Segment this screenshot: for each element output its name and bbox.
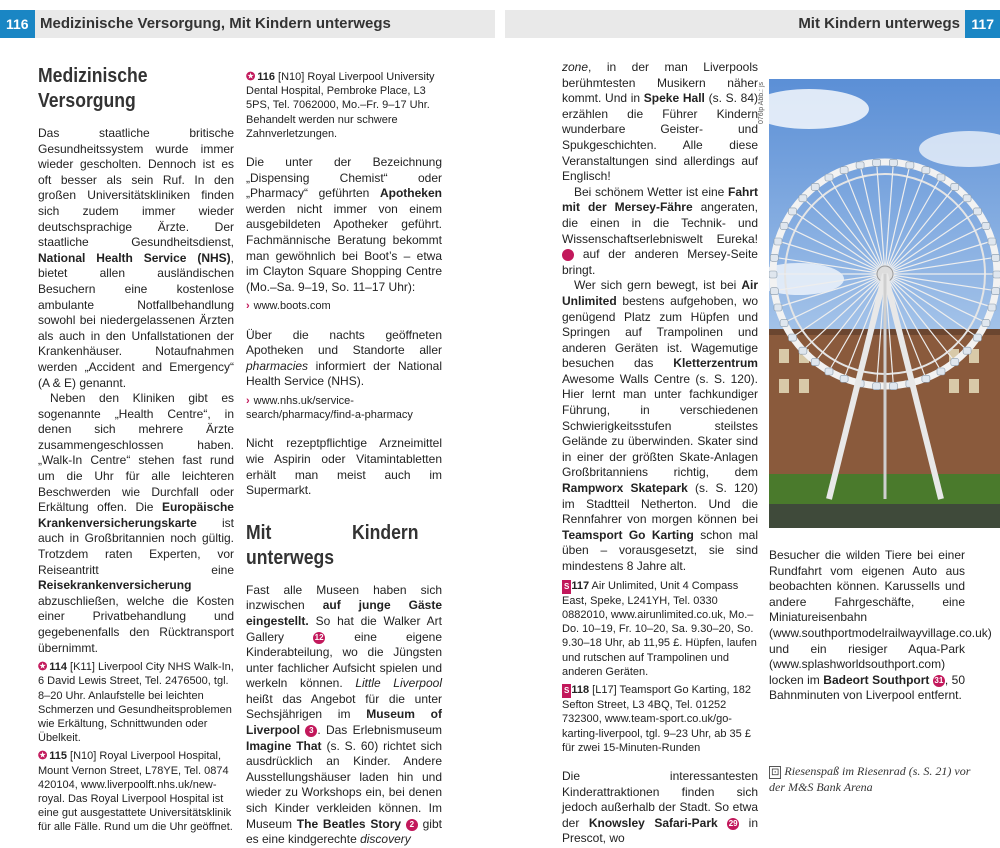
wheel-pod [922,375,930,382]
wheel-pod [951,359,959,366]
right-page-number: 117 [965,10,1000,38]
paragraph: Die interessantesten Kinderattraktionen finden sich jedoch außerhalb der Stadt. So etwa der Knowsley Safari-Park 29 in Prescot, wo [562,769,758,846]
photo-credit: 076lp Abb.: js [758,82,765,125]
wheel-pod [780,222,788,229]
left-header-title: Medizinische Versorgung, Mit Kindern unterwegs [40,15,391,32]
paragraph: Das staatliche britische Gesundheitssystem wurde immer wieder gescholten. Dennoch ist es oft besser als sein Ruf. In den großen Universitätskliniken finden sich zudem immer wieder deutschsprachige Ärzte. Der staatliche Gesundheitsdienst, National Health Service (NHS), bietet allen ausländischen Besuchern eine kostenlose ambulante Notfallbehandlung sowohl bei niedergelassenen Ärzten als auch in den Unfallstationen der Krankenhäuser. Notaufnahmen werden „Accident and Emergency“ (A & E) genannt. [38,126,234,390]
paragraph: Nicht rezeptpflichtige Arzneimittel wie Aspirin oder Vitamintabletten erhält man meist auch im Supermarkt. [246,436,442,498]
wheel-pod [789,208,797,215]
ferris-wheel-photo [769,79,1000,528]
wheel-pod [982,222,990,229]
paragraph: Wer sich gern bewegt, ist bei Air Unlimited bestens aufgehoben, wo genügend Platz zum Hüpfen und Springen auf Trampolinen und anderen Geräten ist. Wagemutige besuchen das Kletterzentrum Awesome Walls Centre (s. S. 120). Hier lernt man unter fachkundiger Führung, in verschiedenen Schwierigkeitsstufen steilstes Gelände zu überwinden. Skater sind in einer der größten Skate-Anlagen Großbritanniens richtig, dem Rampworx Skatepark (s. S. 120) im Stadtteil Netherton. Und die Rennfahrer von morgen können bei Teamsport Go Karting schon mal üben – vorausgesetzt, sie sind mindestens 8 Jahre alt. [562,278,758,573]
wheel-pod [770,254,778,261]
paragraph: Über die nachts geöffneten Apotheken und Standorte aller pharmacies informiert der National Health Service (NHS). [246,327,442,389]
wheel-pod [951,183,959,190]
wheel-pod [988,238,996,245]
wheel-pod [780,320,788,327]
wheel-pod [974,208,982,215]
paragraph: Besucher die wilden Tiere bei einer Rundfahrt vom eigenen Auto aus beobachten können. Karussells und andere Fahrgeschäfte, eine Miniatureisenbahn (www.southportmodelrailwayvillage.co.uk) und ein riesiger Aqua-Park (www.splashworldsouthport.com) locken im Badeort Southport 31 , 50 Bahnminuten von Liverpool entfernt. [769,548,992,703]
arrow-icon: › [246,394,250,407]
paragraph: zone, in der man Liverpools berühmtesten Musikern näher kommt. Und in Speke Hall (s. S. 84) erzählen die Führer Kindern wunderbare Geister- und Spukgeschichten. Alle diese Veranstaltungen sind allerdings auf Englisch! [562,60,758,184]
column-4 [769,548,992,704]
paragraph: Neben den Kliniken gibt es sogenannte „Health Centre“, in denen sich mehrere Ärzte zusammengeschlossen haben. „Walk-In Centre“ stehen fast rund um die Uhr für alle leichteren Beschwerden wie Durchfall oder Erkältung offen. Die Europäische Krankenversicherungskarte ist auch in Großbritannien noch gültig. Trotzdem raten Experten, vor Reiseantritt eine Reisekrankenversicherung abzuschließen, welche die Kosten einer Privatbehandlung und gegebenenfalls den Rücktransport übernimmt. [38,391,234,655]
listing-entry: S 118 [L17] Teamsport Go Karting, 182 Sefton Street, L3 4BQ, Tel. 01252 732300, www.team-sport.co.uk/go-karting-liverpool, tgl. 9–23 Uhr, ab 35 £ für zwei 15-Minuten-Runden [562,684,751,754]
listing-entry: ✪ 114 [K11] Liverpool City NHS Walk-In, 6 David Lewis Street, Tel. 2476500, tgl. 8–20 Uhr. Anlaufstelle bei leichten Schmerzen und Gesundheitsproblemen wie Erkältung, Schnittwunden oder Übelkeit. [38,661,234,745]
section-heading-medical: Medizinische Versorgung [38,65,148,112]
column-3 [562,60,758,847]
wheel-pod [840,375,848,382]
section-heading-kids: Mit Kindern unterwegs [246,521,419,569]
column-2 [246,60,442,848]
web-link[interactable]: › www.boots.com [246,300,331,313]
wheel-pod [825,174,833,181]
wheel-pod [774,238,782,245]
wheel-pod [770,288,778,295]
paragraph: Fast alle Museen haben sich inzwischen auf junge Gäste eingestellt. So hat die Walker Art Gallery 12 eine eigene Kinderabteilung, wo die Jüngsten unter fachlicher Aufsicht spielen und werkeln können. Little Liverpool heißt das Angebot für die unter Sechsjährigen im Museum of Liverpool 3 . Das Erlebnismuseum Imagine That (s. S. 60) richtet sich ausdrücklich an Kinder. Andere Ausstellungshäuser laden hin und wieder zu Workshops ein, bei denen sich Kinder verkleiden können. Im Museum The Beatles Story 2 gibt es eine kindgerechte discovery [246,582,443,847]
wheel-pod [992,288,1000,295]
left-page-number: 116 [0,10,35,38]
wheel-pod [825,368,833,375]
left-running-header [0,10,495,38]
listing-entry: ✪ 115 [N10] Royal Liverpool Hospital, Mount Vernon Street, L78YE, Tel. 0874 420104, www.liverpoolft.nhs.uk/new-royal. Das Royal Liverpool Hospital ist eine gut ausgestattete Universitätsklinik für alle Fälle. Rund um die Uhr geöffnet. [38,750,233,834]
wheel-pod [769,271,777,278]
wheel-pod [873,383,881,390]
ferris-wheel-illustration [769,79,1000,528]
wheel-pod [963,347,971,354]
wheel-pod [889,159,897,166]
column-1 [38,60,234,835]
wheel-pod [993,271,1000,278]
right-header-title: Mit Kindern unterwegs [798,15,960,32]
wheel-pod [922,167,930,174]
wheel-pod [799,195,807,202]
wheel-pod [811,183,819,190]
listing-entry: S 117 Air Unlimited, Unit 4 Compass East, Speke, L241YH, Tel. 0330 0882010, www.airunlimited.co.uk, Mo.–Do. 10–19, Fr. 10–20, Sa. 9.30–20, So. 9.30–18 Uhr, ab 11,95 £. Hüpfen, laufen und rutschen auf Trampolinen und anderen Geräten. [562,579,757,678]
wheel-pod [937,368,945,375]
wheel-pod [974,334,982,341]
wheel-pod [963,195,971,202]
wheel-pod [856,162,864,169]
wheel-pod [789,334,797,341]
wheel-pod [937,174,945,181]
wheel-pod [811,359,819,366]
paragraph: Die unter der Bezeichnung „Dispensing Chemist“ oder „Pharmacy“ geführten Apotheken werden nicht immer von einem ausgebildeten Apotheker geführt. Fachmännische Beratung bekommt man gewöhnlich bei Boot’s – etwa im Clayton Square Shopping Centre (Mo.–Sa. 9–19, So. 11–17 Uhr): [246,155,442,294]
wheel-pod [982,320,990,327]
wheel-pod [873,159,881,166]
wheel-pod [774,304,782,311]
wheel-pod [906,162,914,169]
right-running-header [505,10,1000,38]
wheel-pod [840,167,848,174]
wheel-pod [799,347,807,354]
paragraph: Bei schönem Wetter ist eine Fahrt mit der Mersey-Fähre angeraten, die einen in die Technik- und Wissenschaftserlebniswelt Eureka! 26 auf der anderen Mersey-Seite bringt. [562,184,758,277]
web-link[interactable]: › www.nhs.uk/service-search/pharmacy/find-a-pharmacy [246,394,413,422]
wheel-pod [992,254,1000,261]
arrow-icon: › [246,300,250,313]
wheel-pod [988,304,996,311]
camera-icon: ⊡ [771,767,780,778]
wheel-pod [889,383,897,390]
photo-caption: ⊡ Riesenspaß im Riesenrad (s. S. 21) vor der M&S Bank Arena [769,764,971,794]
listing-entry: ✪ 116 [N10] Royal Liverpool University Dental Hospital, Pembroke Place, L3 5PS, Tel. 7062000, Mo.–Fr. 9–17 Uhr. Behandelt werden nur schwere Zahnverletzungen. [246,71,435,140]
